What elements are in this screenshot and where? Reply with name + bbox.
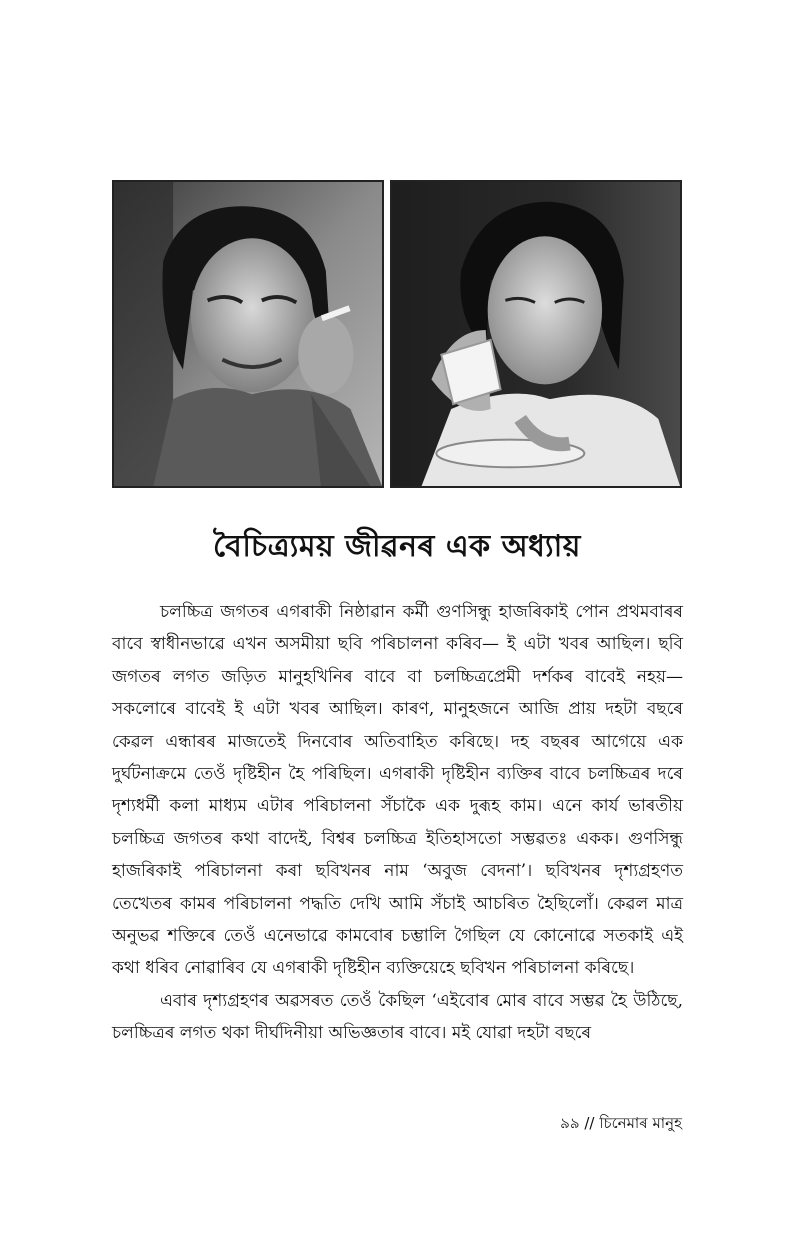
chapter-heading: বৈচিত্ৰ্যময় জীৱনৰ এক অধ্যায়: [213, 529, 581, 564]
body-text: [112, 596, 683, 1050]
page-footer: ৯৯ // চিনেমাৰ মানুহ: [560, 1114, 682, 1132]
paragraph-2: এবাৰ দৃশ্যগ্ৰহণৰ অৱসৰত তেওঁ কৈছিল ‘এইবোৰ মোৰ বাবে সম্ভৱ হৈ উঠিছে, চলচ্চিত্ৰৰ লগত থকা দীৰ্ঘদিনীয়া অভিজ্ঞতাৰ বাবে। মই যোৱা দহটা বছৰে: [112, 990, 683, 1044]
paragraph-1: চলচ্চিত্ৰ জগতৰ এগৰাকী নিষ্ঠাৱান কৰ্মী গুণসিন্ধু হাজৰিকাই পোন প্ৰথমবাৰৰ বাবে স্বাধীনভাৱে এখন অসমীয়া ছবি পৰিচালনা কৰিব— ই এটা খবৰ আছিল। ছবি জগতৰ লগত জড়িত মানুহখিনিৰ বাবে বা চলচ্চিত্ৰপ্ৰেমী দৰ্শকৰ বাবেই নহয়— সকলোৰে বাবেই ই এটা খবৰ আছিল। কাৰণ, মানুহজনে আজি প্ৰায় দহটা বছৰে কেৱল এন্ধাৰৰ মাজতেই দিনবোৰ অতিবাহিত কৰিছে। দহ বছৰৰ আগেয়ে এক দুৰ্ঘটনাক্ৰমে তেওঁ দৃষ্টিহীন হৈ পৰিছিল। এগৰাকী দৃষ্টিহীন ব্যক্তিৰ বাবে চলচ্চিত্ৰৰ দৰে দৃশ্যধৰ্মী কলা মাধ্যম এটাৰ পৰিচালনা সঁচাকৈ এক দুৰূহ কাম। এনে কাৰ্য ভাৰতীয় চলচ্চিত্ৰ জগতৰ কথা বাদেই, বিশ্বৰ চলচ্চিত্ৰ ইতিহাসতো সম্ভৱতঃ একক। গুণসিন্ধু হাজৰিকাই পৰিচালনা কৰা ছবিখনৰ নাম ‘অবুজ বেদনা’। ছবিখনৰ দৃশ্যগ্ৰহণত তেখেতৰ কামৰ পৰিচালনা পদ্ধতি দেখি আমি সঁচাই আচৰিত হৈছিলোঁ। কেৱল মাত্ৰ অনুভৱ শক্তিৰে তেওঁ এনেভাৱে কামবোৰ চম্ভালি গৈছিল যে কোনোৱে সতকাই এই কথা ধৰিব নোৱাৰিব যে এগৰাকী দৃষ্টিহীন ব্যক্তিয়েহে ছবিখন পৰিচালনা কৰিছে।: [112, 602, 683, 979]
photo-man-smoking: [112, 180, 384, 488]
photo-man-drinking-tea: [390, 180, 682, 488]
